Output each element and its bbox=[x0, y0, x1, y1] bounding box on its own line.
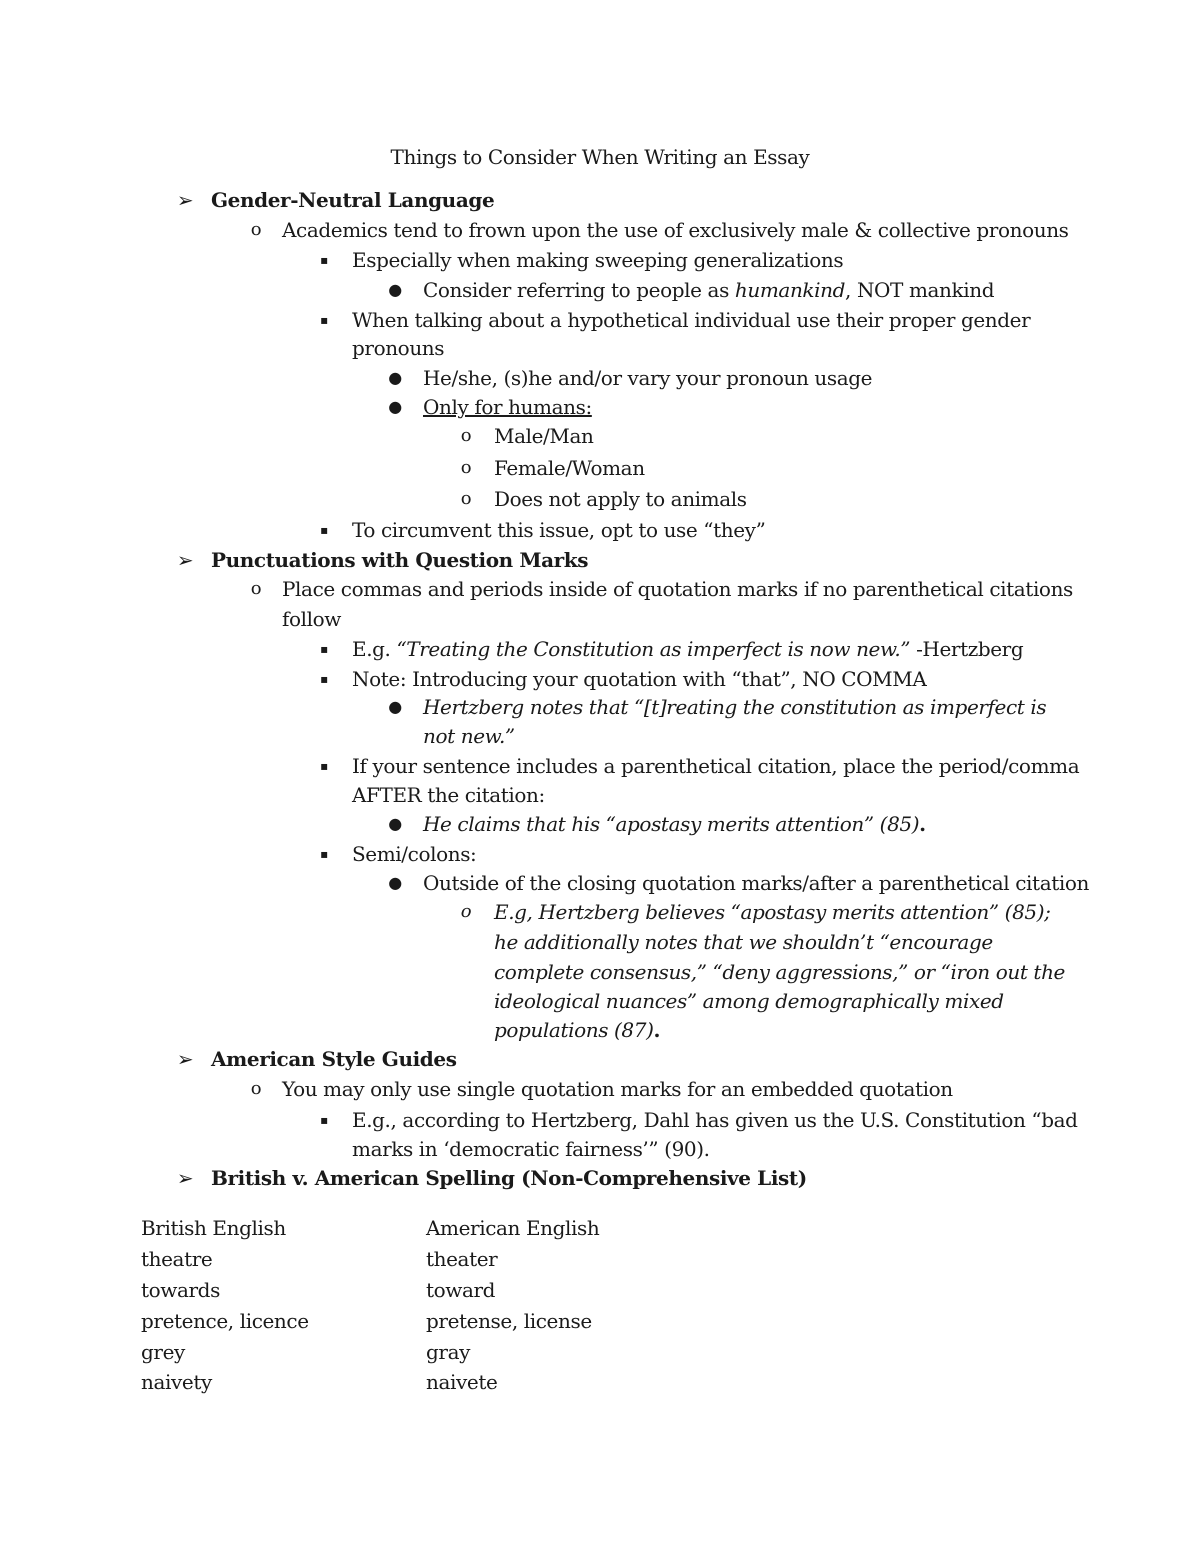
list-item: Semi/colons: bbox=[352, 842, 477, 866]
table-cell-british: grey bbox=[141, 1340, 185, 1364]
dot-bullet-icon: ● bbox=[388, 280, 402, 299]
list-item: Does not apply to animals bbox=[494, 487, 747, 511]
circle-bullet-icon: o bbox=[250, 1078, 262, 1099]
list-item: If your sentence includes a parenthetical citation, place the period/comma bbox=[352, 754, 1080, 778]
table-cell-american: naivete bbox=[426, 1370, 498, 1394]
section-heading-spelling: British v. American Spelling (Non-Comprehensive List) bbox=[211, 1166, 807, 1190]
table-cell-british: naivety bbox=[141, 1370, 212, 1394]
dot-bullet-icon: ● bbox=[388, 697, 402, 716]
arrow-bullet-icon: ➢ bbox=[176, 1166, 194, 1190]
list-item-continuation: complete consensus,” “deny aggressions,” or “iron out the bbox=[494, 960, 1065, 984]
list-item: To circumvent this issue, opt to use “they” bbox=[352, 518, 766, 542]
list-item-continuation: he additionally notes that we shouldn’t “encourage bbox=[494, 930, 993, 954]
table-cell-american: toward bbox=[426, 1278, 496, 1302]
list-item: You may only use single quotation marks for an embedded quotation bbox=[282, 1077, 953, 1101]
list-item-continuation: ideological nuances” among demographically mixed bbox=[494, 989, 1004, 1013]
table-header-british: British English bbox=[141, 1216, 286, 1240]
list-item-continuation: marks in ‘democratic fairness’” (90). bbox=[352, 1137, 710, 1161]
list-item: Only for humans: bbox=[423, 395, 592, 419]
section-heading-style-guides: American Style Guides bbox=[211, 1047, 457, 1071]
list-item: Hertzberg notes that “[t]reating the constitution as imperfect is bbox=[423, 695, 1047, 719]
square-bullet-icon: ▪ bbox=[320, 847, 328, 861]
circle-bullet-icon: o bbox=[460, 901, 472, 922]
list-item-continuation: pronouns bbox=[352, 336, 445, 360]
list-item: E.g. “Treating the Constitution as imperfect is now new.” -Hertzberg bbox=[352, 637, 1024, 661]
list-item: Especially when making sweeping generalizations bbox=[352, 248, 844, 272]
circle-bullet-icon: o bbox=[250, 578, 262, 599]
table-header-american: American English bbox=[426, 1216, 600, 1240]
list-item: Outside of the closing quotation marks/after a parenthetical citation bbox=[423, 871, 1089, 895]
circle-bullet-icon: o bbox=[460, 457, 472, 478]
list-item: Academics tend to frown upon the use of exclusively male & collective pronouns bbox=[282, 218, 1069, 242]
dot-bullet-icon: ● bbox=[388, 873, 402, 892]
list-item: Male/Man bbox=[494, 424, 594, 448]
dot-bullet-icon: ● bbox=[388, 397, 402, 416]
circle-bullet-icon: o bbox=[460, 425, 472, 446]
list-item: Place commas and periods inside of quotation marks if no parenthetical citations bbox=[282, 577, 1073, 601]
section-heading-punctuation: Punctuations with Question Marks bbox=[211, 548, 589, 572]
list-item: Consider referring to people as humankind, NOT mankind bbox=[423, 278, 995, 302]
list-item-continuation: follow bbox=[282, 607, 341, 631]
square-bullet-icon: ▪ bbox=[320, 523, 328, 537]
list-item: He claims that his “apostasy merits attention” (85). bbox=[423, 812, 926, 836]
list-item: Female/Woman bbox=[494, 456, 645, 480]
list-item: He/she, (s)he and/or vary your pronoun usage bbox=[423, 366, 873, 390]
list-item: E.g, Hertzberg believes “apostasy merits attention” (85); bbox=[494, 900, 1051, 924]
square-bullet-icon: ▪ bbox=[320, 759, 328, 773]
square-bullet-icon: ▪ bbox=[320, 642, 328, 656]
table-cell-american: gray bbox=[426, 1340, 470, 1364]
dot-bullet-icon: ● bbox=[388, 368, 402, 387]
list-item: When talking about a hypothetical individual use their proper gender bbox=[352, 308, 1031, 332]
list-item-continuation: not new.” bbox=[423, 724, 515, 748]
list-item: E.g., according to Hertzberg, Dahl has given us the U.S. Constitution “bad bbox=[352, 1108, 1078, 1132]
dot-bullet-icon: ● bbox=[388, 814, 402, 833]
circle-bullet-icon: o bbox=[250, 219, 262, 240]
list-item-continuation: populations (87). bbox=[494, 1018, 661, 1042]
square-bullet-icon: ▪ bbox=[320, 672, 328, 686]
arrow-bullet-icon: ➢ bbox=[176, 188, 194, 212]
list-item: Note: Introducing your quotation with “that”, NO COMMA bbox=[352, 667, 927, 691]
arrow-bullet-icon: ➢ bbox=[176, 1047, 194, 1071]
square-bullet-icon: ▪ bbox=[320, 253, 328, 267]
table-cell-american: theater bbox=[426, 1247, 498, 1271]
circle-bullet-icon: o bbox=[460, 488, 472, 509]
list-item-continuation: AFTER the citation: bbox=[352, 783, 545, 807]
table-cell-british: pretence, licence bbox=[141, 1309, 309, 1333]
section-heading-gender: Gender-Neutral Language bbox=[211, 188, 495, 212]
page-title: Things to Consider When Writing an Essay bbox=[390, 145, 810, 169]
table-cell-british: towards bbox=[141, 1278, 220, 1302]
square-bullet-icon: ▪ bbox=[320, 1113, 328, 1127]
table-cell-american: pretense, license bbox=[426, 1309, 592, 1333]
arrow-bullet-icon: ➢ bbox=[176, 548, 194, 572]
square-bullet-icon: ▪ bbox=[320, 313, 328, 327]
table-cell-british: theatre bbox=[141, 1247, 213, 1271]
